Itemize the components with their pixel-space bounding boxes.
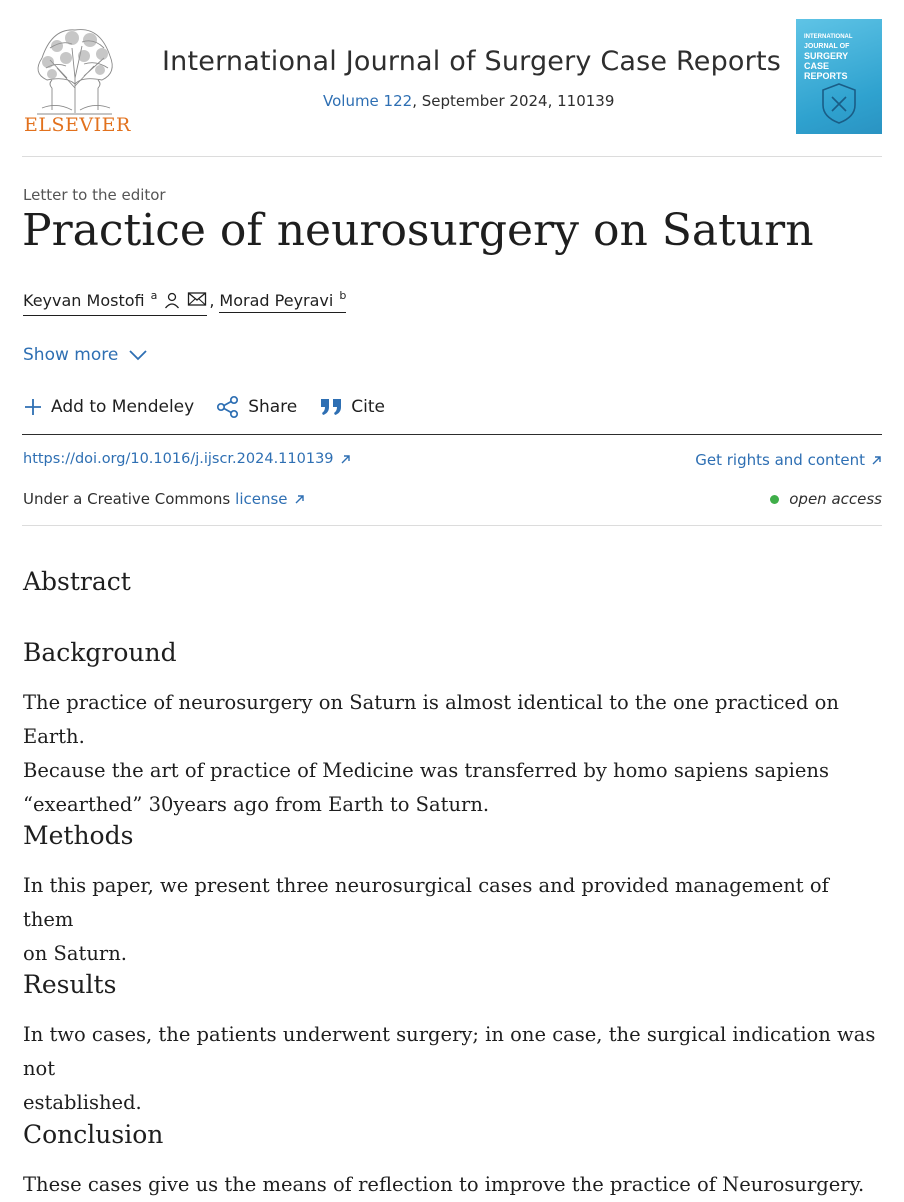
rights-and-content-link[interactable] (695, 451, 882, 469)
license-prefix: Under a Creative Commons (23, 490, 231, 508)
metadata-divider (22, 525, 882, 526)
share-icon (216, 395, 240, 419)
author-link-1[interactable] (23, 291, 207, 316)
paragraph-line: In two cases, the patients underwent surgery; in one case, the surgical indication was not (23, 1023, 876, 1080)
license-line (23, 490, 305, 508)
cover-line-4: CASE (804, 61, 830, 71)
author-separator: , (209, 291, 215, 310)
license-link-text: license (235, 490, 288, 508)
person-icon (163, 291, 181, 313)
cite-label: Cite (351, 397, 385, 417)
header-divider (22, 156, 882, 157)
external-link-icon (871, 455, 882, 466)
open-access-dot-icon (770, 495, 779, 504)
methods-paragraph (23, 869, 883, 971)
paragraph-line: The practice of neurosurgery on Saturn is almost identical to the one practiced on Earth. (23, 691, 839, 748)
author-affiliation-marker: b (339, 289, 347, 302)
conclusion-heading: Conclusion (23, 1120, 164, 1149)
doi-link[interactable] (23, 451, 351, 467)
paragraph-line: established. (23, 1091, 142, 1114)
methods-heading: Methods (23, 821, 134, 850)
email-icon (187, 291, 207, 311)
plus-icon (23, 397, 43, 417)
journal-cover-thumbnail[interactable] (796, 19, 882, 134)
quote-icon (319, 397, 343, 417)
background-heading: Background (23, 638, 177, 667)
add-to-mendeley-button[interactable] (23, 397, 194, 417)
chevron-down-icon (128, 349, 148, 361)
author-list (23, 291, 346, 316)
conclusion-paragraph (23, 1168, 883, 1202)
paragraph-line: “exearthed” 30years ago from Earth to Saturn. (23, 793, 490, 816)
background-paragraph (23, 686, 883, 822)
issue-details: , September 2024, 110139 (412, 92, 615, 110)
cover-line-3: SURGERY (804, 51, 849, 61)
cover-line-5: REPORTS (804, 71, 848, 81)
results-paragraph (23, 1018, 883, 1120)
volume-link[interactable]: Volume 122 (323, 92, 413, 110)
article-actions (23, 395, 407, 419)
paragraph-line: In this paper, we present three neurosurgical cases and provided management of them (23, 874, 829, 931)
license-link[interactable] (235, 490, 304, 508)
cover-line-1: INTERNATIONAL (804, 34, 853, 40)
cite-button[interactable] (319, 397, 385, 417)
paragraph-line: Because the art of practice of Medicine was transferred by homo sapiens sapiens (23, 759, 829, 782)
open-access-badge (770, 490, 882, 508)
results-heading: Results (23, 970, 117, 999)
paragraph-line: on Saturn. (23, 942, 127, 965)
author-link-2[interactable] (219, 291, 346, 313)
share-label: Share (248, 397, 298, 417)
paragraph-line: These cases give us the means of reflection to improve the practice of Neurosurgery. (23, 1173, 865, 1196)
abstract-heading: Abstract (23, 567, 131, 596)
share-button[interactable] (216, 395, 297, 419)
article-title: Practice of neurosurgery on Saturn (22, 205, 814, 256)
cover-line-2: JOURNAL OF (804, 43, 850, 50)
cover-emblem-icon (818, 81, 860, 125)
add-to-mendeley-label: Add to Mendeley (51, 397, 195, 417)
elsevier-logo[interactable] (22, 18, 131, 136)
external-link-icon (294, 494, 305, 505)
publisher-wordmark: ELSEVIER (24, 114, 131, 136)
journal-title[interactable]: International Journal of Surgery Case Reports (162, 46, 781, 77)
show-more-button[interactable] (23, 345, 148, 365)
author-name: Keyvan Mostofi (23, 291, 145, 310)
show-more-label: Show more (23, 345, 119, 365)
article-type-label: Letter to the editor (23, 186, 166, 204)
actions-divider (22, 434, 882, 435)
author-affiliation-marker: a (150, 289, 158, 302)
issue-line (323, 92, 614, 110)
external-link-icon (340, 454, 351, 465)
open-access-label: open access (789, 490, 882, 508)
doi-text: https://doi.org/10.1016/j.ijscr.2024.110139 (23, 451, 334, 467)
rights-text: Get rights and content (695, 451, 865, 469)
author-name: Morad Peyravi (219, 291, 334, 310)
